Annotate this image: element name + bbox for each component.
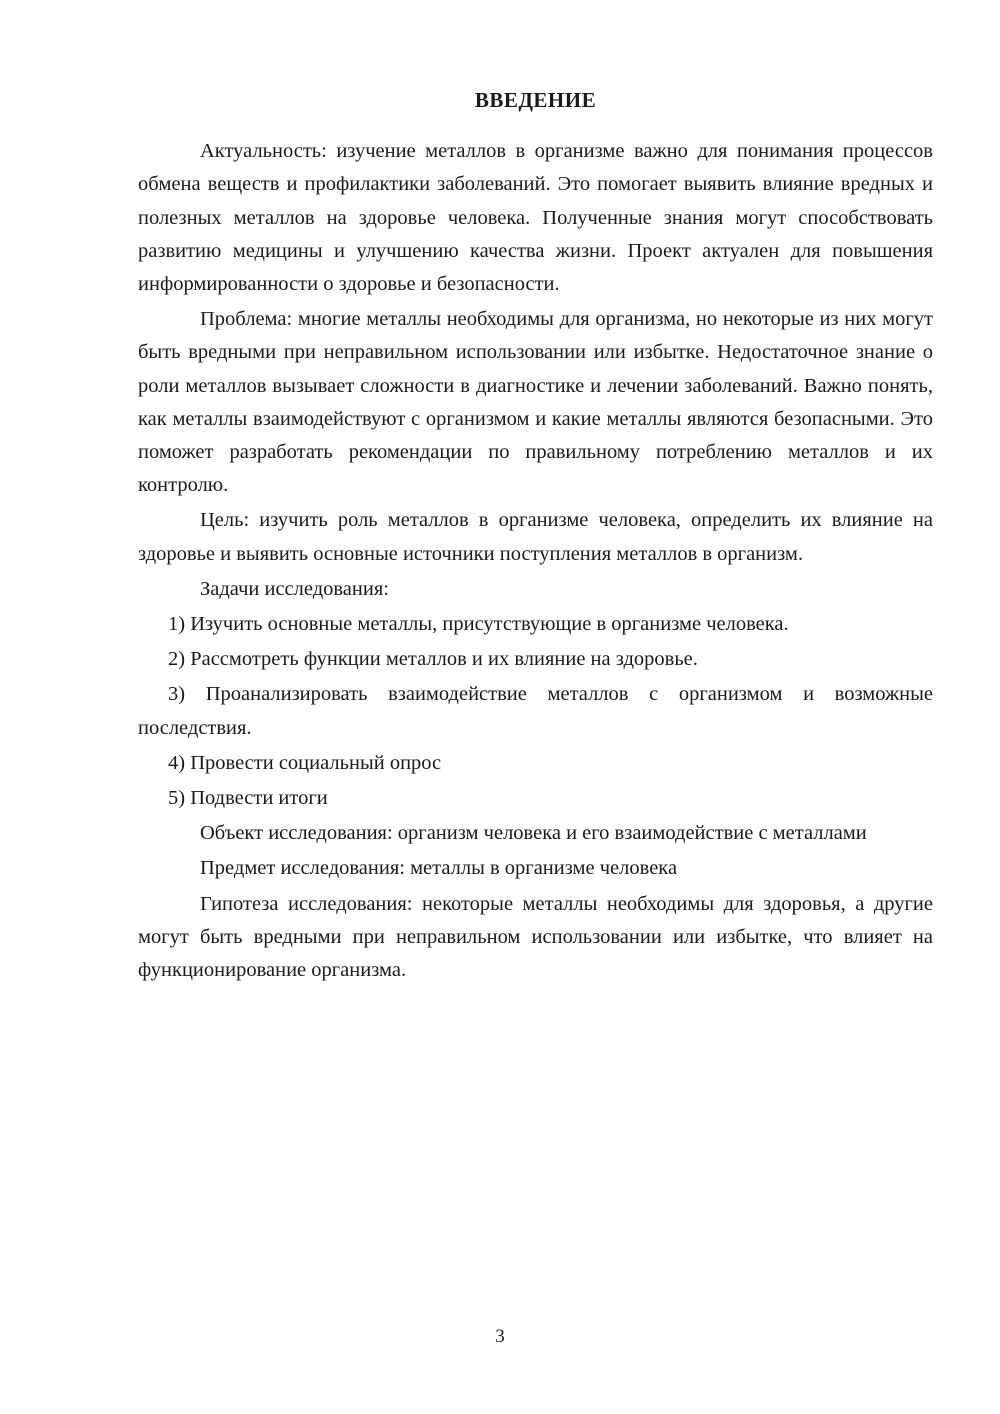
list-item: 4) Провести социальный опрос <box>168 751 442 774</box>
paragraph-subject: Предмет исследования: металлы в организме человека <box>200 857 678 880</box>
list-item: 5) Подвести итоги <box>168 787 328 810</box>
list-item: 3) Проанализировать взаимодействие металлов с организмом и возможные последствия. <box>138 683 933 739</box>
list-item: 2) Рассмотреть функции металлов и их влияние на здоровье. <box>168 648 698 671</box>
paragraph-relevance: Актуальность: изучение металлов в организме важно для понимания процессов обмена веществ и профилактики заболеваний. Это помогает выявить влияние вредных и полезных металлов на здоровье человека. Полученные знания могут способствовать развитию медицины и улучшению качества жизни. Проект актуален для повышения информированности о здоровье и безопасности. <box>138 140 933 295</box>
paragraph-problem: Проблема: многие металлы необходимы для организма, но некоторые из них могут быть вредными при неправильном использовании или избытке. Недостаточное знание о роли металлов вызывает сложности в диагностике и лечении заболеваний. Важно понять, как металлы взаимодействуют с организмом и какие металлы являются безопасными. Это поможет разработать рекомендации по правильному потреблению металлов и их контролю. <box>138 308 933 497</box>
page-title: ВВЕДЕНИЕ <box>474 88 597 112</box>
list-item: 1) Изучить основные металлы, присутствующие в организме человека. <box>168 613 789 636</box>
document-body <box>138 88 933 987</box>
paragraph-hypothesis: Гипотеза исследования: некоторые металлы необходимы для здоровья, а другие могут быть вредными при неправильном использовании или избытке, что влияет на функционирование организма. <box>138 892 933 982</box>
paragraph-goal: Цель: изучить роль металлов в организме человека, определить их влияние на здоровье и выявить основные источники поступления металлов в организм. <box>138 509 933 565</box>
paragraph-object: Объект исследования: организм человека и его взаимодействие с металлами <box>200 822 867 845</box>
paragraph-tasks-heading: Задачи исследования: <box>200 577 389 600</box>
page-number: 3 <box>495 1326 505 1347</box>
